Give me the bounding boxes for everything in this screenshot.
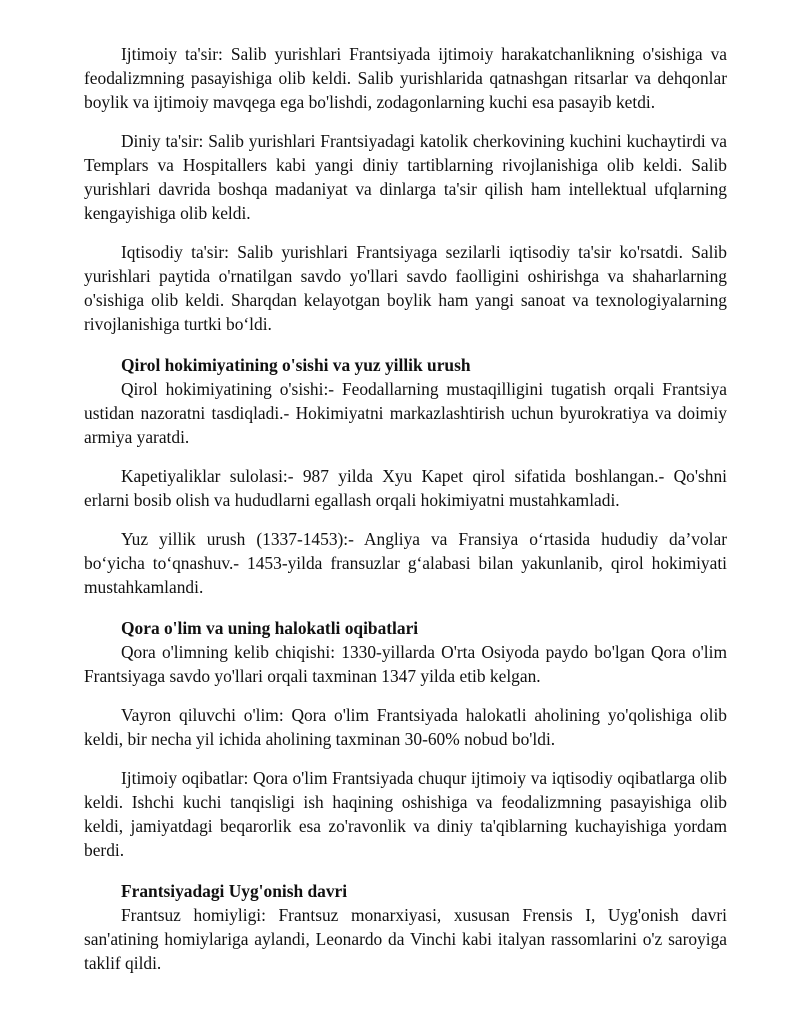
paragraph-religious-impact: Diniy ta'sir: Salib yurishlari Frantsiyadagi katolik cherkovining kuchini kuchaytirdi va Templars va Hospitallers kabi yangi diniy tartiblarning rivojlanishiga olib keldi. Salib yurishlari davrida boshqa madaniyat va dinlarga ta'sir qilish ham intellektual ufqlarning kengayishiga olib keldi. (84, 131, 727, 223)
paragraph-economic-impact: Iqtisodiy ta'sir: Salib yurishlari Frantsiyaga sezilarli iqtisodiy ta'sir ko'rsatdi. Salib yurishlari paytida o'rnatilgan savdo yo'llari savdo faolligini oshirishga va shaharlarning o'sishiga olib keldi. Sharqdan kelayotgan boylik ham yangi sanoat va texnologiyalarning rivojlanishiga turtki bo‘ldi. (84, 242, 727, 334)
paragraph-social-impact: Ijtimoiy ta'sir: Salib yurishlari Frantsiyada ijtimoiy harakatchanlikning o'sishiga va feodalizmning pasayishiga olib keldi. Salib yurishlarida qatnashgan ritsarlar va dehqonlar boylik va ijtimoiy mavqega ega bo'lishdi, zodagonlarning kuchi esa pasayib ketdi. (84, 44, 727, 112)
paragraph-black-death-mortality: Vayron qiluvchi o'lim: Qora o'lim Frantsiyada halokatli aholining yo'qolishiga olib keldi, bir necha yil ichida aholining taxminan 30-60% nobud bo'ldi. (84, 705, 727, 749)
document-page (84, 42, 727, 975)
paragraph-hundred-years-war: Yuz yillik urush (1337-1453):- Angliya va Fransiya o‘rtasida hududiy da’volar bo‘yicha to‘qnashuv.- 1453-yilda fransuzlar g‘alabasi bilan yakunlanib, qirol hokimiyati mustahkamlandi. (84, 529, 727, 597)
section-heading-black-death: Qora o'lim va uning halokatli oqibatlari (121, 618, 419, 638)
paragraph-black-death-social: Ijtimoiy oqibatlar: Qora o'lim Frantsiyada chuqur ijtimoiy va iqtisodiy oqibatlarga olib keldi. Ishchi kuchi tanqisligi ish haqining oshishiga va feodalizmning pasayishiga olib keldi, jamiyatdagi beqarorlik esa zo'ravonlik va diniy ta'qiblarning kuchayishiga yordam berdi. (84, 768, 727, 860)
section-heading-renaissance: Frantsiyadagi Uyg'onish davri (121, 881, 348, 901)
paragraph-french-patronage: Frantsuz homiyligi: Frantsuz monarxiyasi, xususan Frensis I, Uyg'onish davri san'atining homiylariga aylandi, Leonardo da Vinchi kabi italyan rassomlarini o'z saroyiga taklif qildi. (84, 905, 727, 973)
paragraph-royal-power-growth: Qirol hokimiyatining o'sishi:- Feodallarning mustaqilligini tugatish orqali Frantsiya ustidan nazoratni tasdiqladi.- Hokimiyatni markazlashtirish uchun byurokratiya va doimiy armiya yaratdi. (84, 379, 727, 447)
section-heading-royal-power: Qirol hokimiyatining o'sishi va yuz yillik urush (121, 355, 471, 375)
paragraph-black-death-origin: Qora o'limning kelib chiqishi: 1330-yillarda O'rta Osiyoda paydo bo'lgan Qora o'lim Frantsiyaga savdo yo'llari orqali taxminan 1347 yilda etib kelgan. (84, 642, 727, 686)
paragraph-capetian-dynasty: Kapetiyaliklar sulolasi:- 987 yilda Xyu Kapet qirol sifatida boshlangan.- Qo'shni erlarni bosib olish va hududlarni egallash orqali hokimiyatni mustahkamladi. (84, 466, 727, 510)
